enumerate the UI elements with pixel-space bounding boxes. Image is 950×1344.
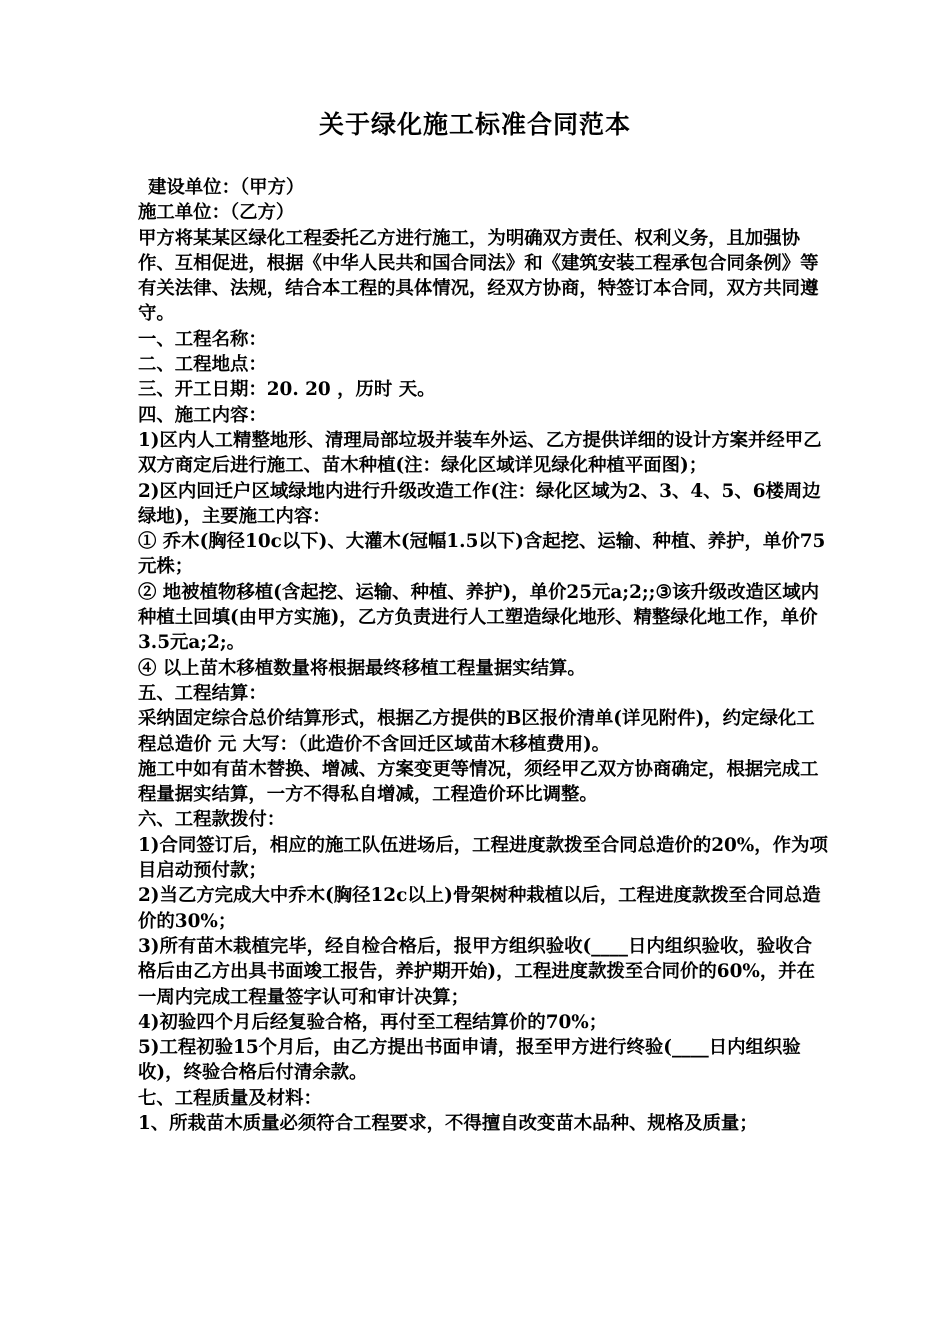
paragraph-preamble: 甲方将某某区绿化工程委托乙方进行施工，为明确双方责任、权利义务，且加强协作、互相促进，根据《中华人民共和国合同法》和《建筑安装工程承包合同条例》等有关法律、法规，结合本工程的具体情况，经双方协商，特签订本合同，双方共同遵守。 [138, 227, 819, 325]
paragraph-payment-5: 5)工程初验15个月后，由乙方提出书面申请，报至甲方进行终验(____日内组织验收)，终验合格后付清余款。 [138, 1037, 801, 1084]
paragraph-contractor: 施工单位：（乙方） [138, 202, 295, 224]
heading-project-location: 二、工程地点： [138, 354, 267, 376]
paragraph-subitem-1: ① 乔木(胸径10c以下)、大灌木(冠幅1.5以下)含起挖、运输、种植、养护，单价75元株； [138, 531, 826, 578]
heading-payment: 六、工程款拨付： [138, 809, 286, 831]
document-title: 关于绿化施工标准合同范本 [318, 110, 631, 139]
paragraph-payment-1: 1)合同签订后，相应的施工队伍进场后，工程进度款拨至合同总造价的20%，作为项目启动预付款； [138, 834, 828, 882]
paragraph-payment-4: 4)初验四个月后经复验合格，再付至工程结算价的70%； [138, 1011, 608, 1033]
heading-start-date: 三、开工日期：20. 20 ，历时 天。 [138, 379, 436, 401]
heading-settlement: 五、工程结算： [138, 682, 267, 704]
paragraph-settlement-changes: 施工中如有苗木替换、增减、方案变更等情况，须经甲乙双方协商确定，根据完成工程量据实结算，一方不得私自增减，工程造价环比调整。 [138, 758, 819, 806]
paragraph-content-item-2: 2)区内回迁户区域绿地内进行升级改造工作(注：绿化区域为2、3、4、5、6楼周边绿地)，主要施工内容： [138, 480, 821, 527]
paragraph-payment-3: 3)所有苗木栽植完毕，经自检合格后，报甲方组织验收(____日内组织验收，验收合格后由乙方出具书面竣工报告，养护期开始)，工程进度款拨至合同价的60%，并在一周内完成工程量签字认可和审计决算； [138, 935, 816, 1008]
paragraph-payment-2: 2)当乙方完成大中乔木(胸径12c以上)骨架树种栽植以后，工程进度款拨至合同总造价的30%； [138, 885, 821, 932]
paragraph-content-item-1: 1)区内人工精整地形、清理局部垃圾并装车外运、乙方提供详细的设计方案并经甲乙双方商定后进行施工、苗木种植(注：绿化区域详见绿化种植平面图)； [138, 429, 822, 477]
heading-quality-materials: 七、工程质量及材料： [138, 1087, 322, 1109]
paragraph-settlement-price: 采纳固定综合总价结算形式，根据乙方提供的B区报价清单(详见附件)，约定绿化工程总造价 元 大写：（此造价不含回迁区域苗木移植费用)。 [138, 708, 815, 755]
paragraph-quality-1: 1、所栽苗木质量必须符合工程要求，不得擅自改变苗木品种、规格及质量； [138, 1112, 758, 1134]
heading-construction-content: 四、施工内容： [138, 404, 267, 426]
paragraph-subitem-2-3: ② 地被植物移植(含起挖、运输、种植、养护)，单价25元a;2;;③该升级改造区域内种植土回填(由甲方实施)，乙方负责进行人工塑造绿化地形、精整绿化地工作，单价3.5元a;2;。 [138, 581, 820, 654]
paragraph-subitem-4: ④ 以上苗木移植数量将根据最终移植工程量据实结算。 [138, 657, 586, 679]
document-body [138, 175, 828, 1136]
paragraph-client: 建设单位：（甲方） [148, 177, 305, 198]
heading-project-name: 一、工程名称： [138, 328, 267, 350]
